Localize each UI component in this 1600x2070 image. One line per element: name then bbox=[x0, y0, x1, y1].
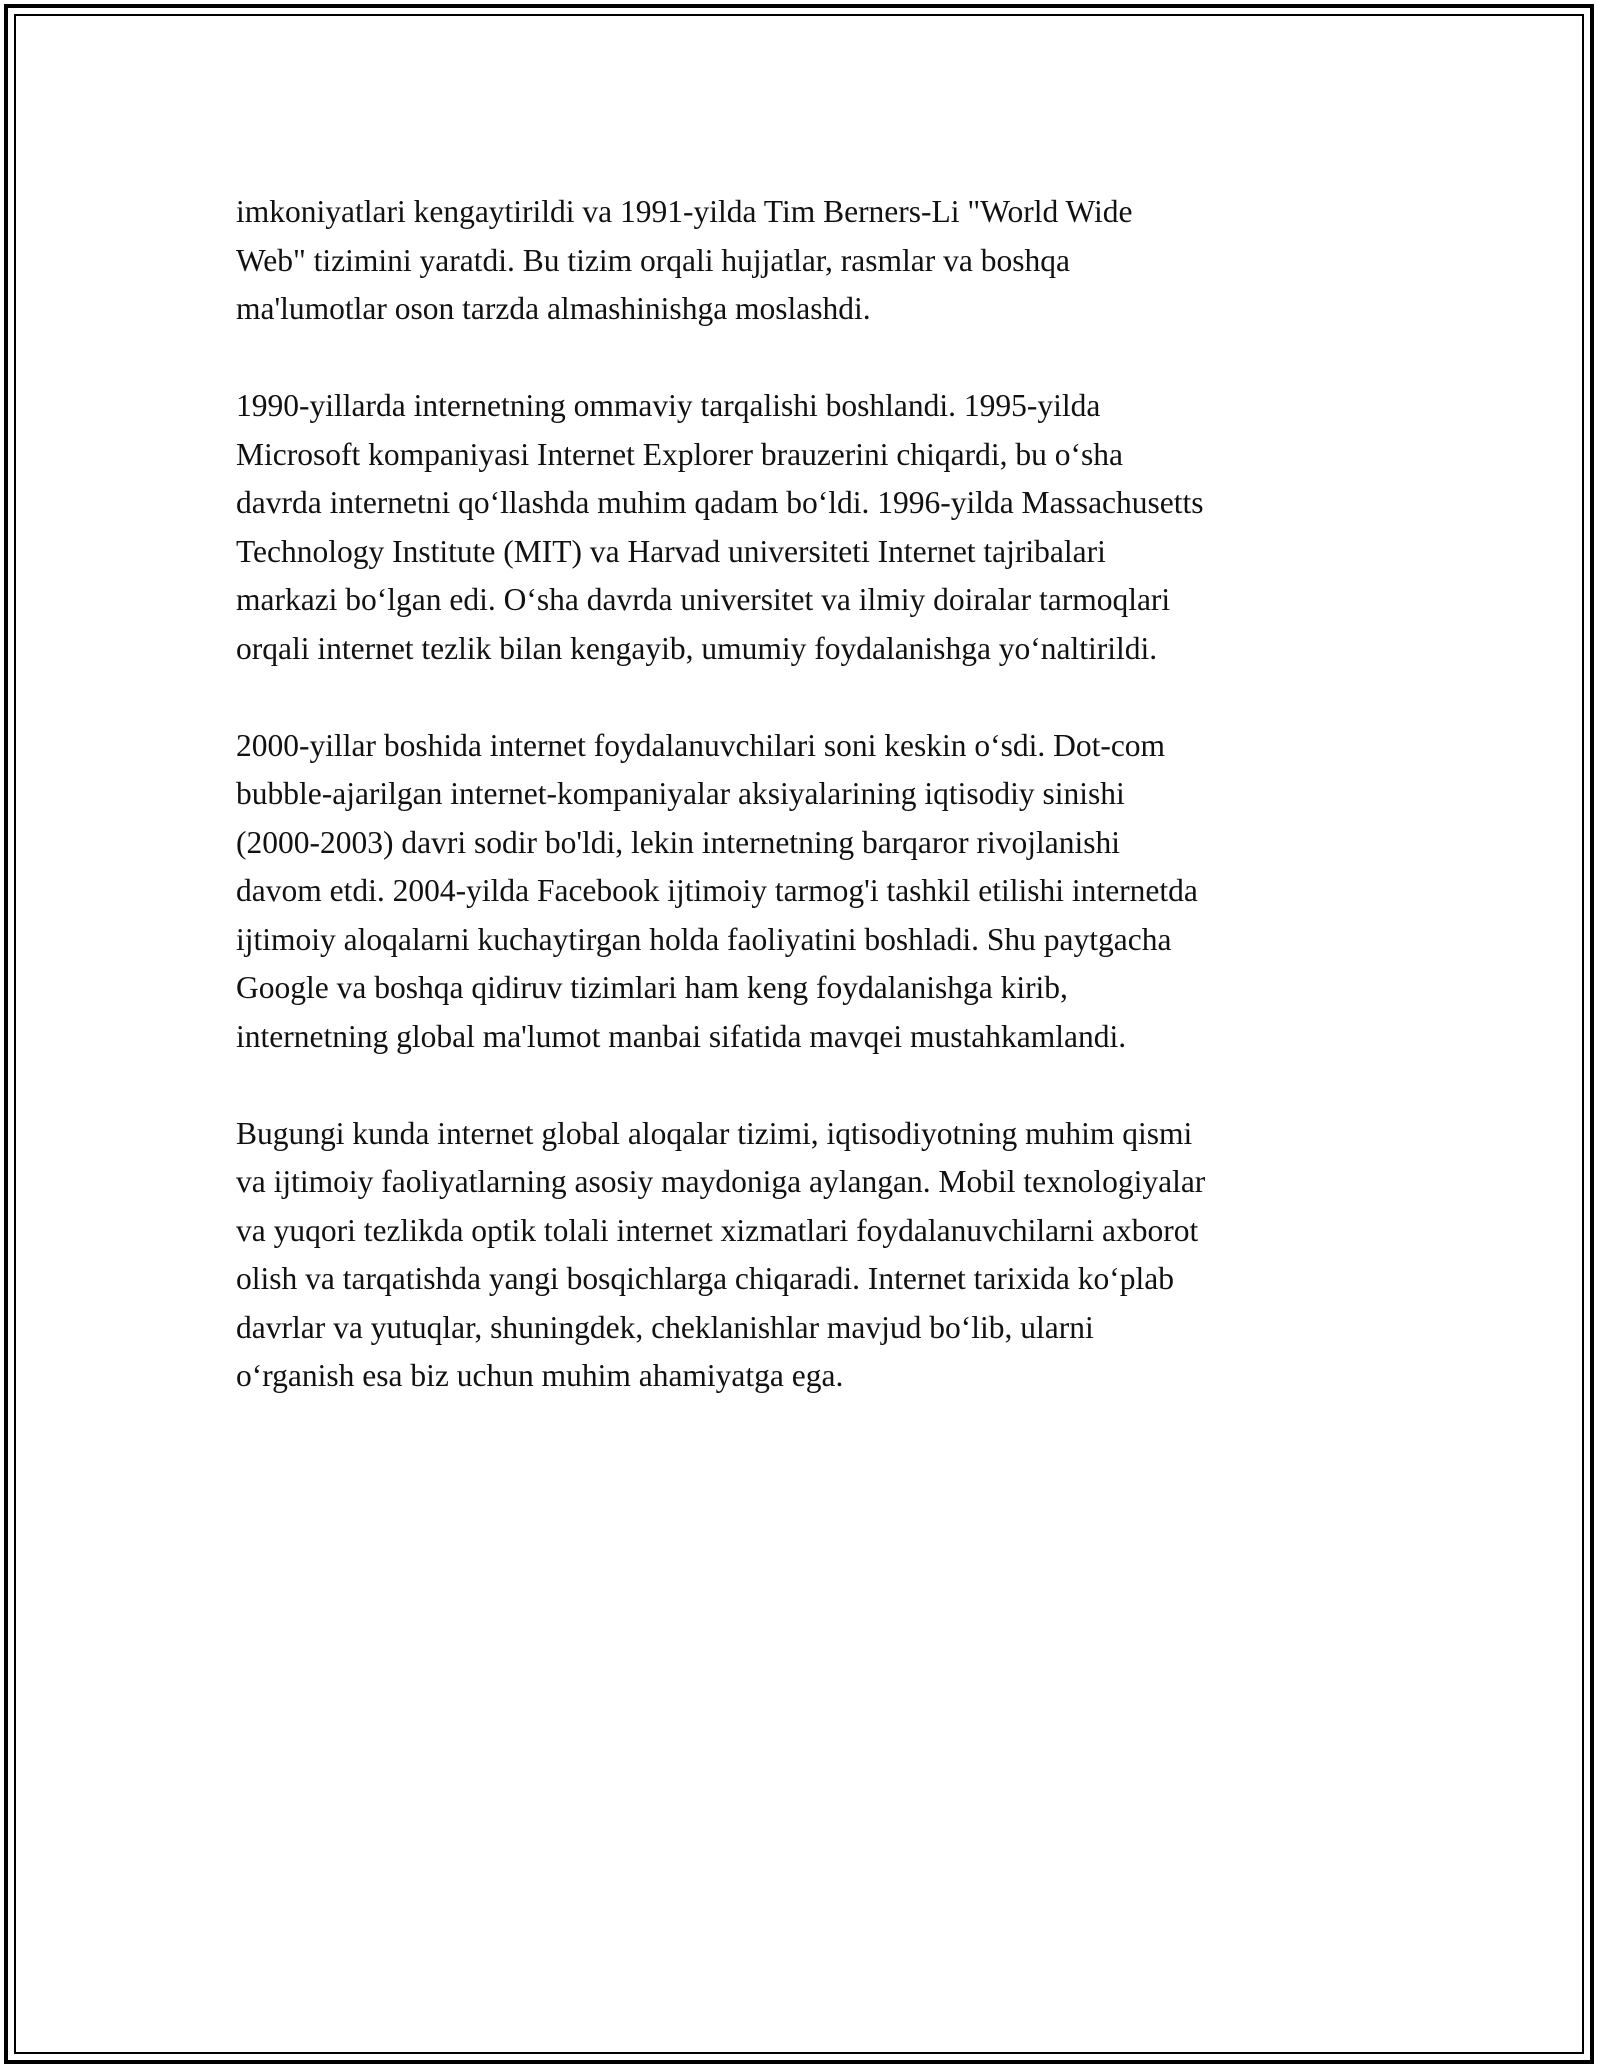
paragraph-2: 1990-yillarda internetning ommaviy tarqalishi boshlandi. 1995-yilda Microsoft kompaniyasi Internet Explorer brauzerini chiqardi, bu oʻsha davrda internetni qoʻllashda muhim qadam boʻldi. 1996-yilda Massachusetts Technology Institute (MIT) va Harvad universiteti Internet tajribalari markazi boʻlgan edi. Oʻsha davrda universitet va ilmiy doiralar tarmoqlari orqali internet tezlik bilan kengayib, umumiy foydalanishga yoʻnaltirildi. bbox=[236, 388, 1204, 666]
paragraph-1: imkoniyatlari kengaytirildi va 1991-yilda Tim Berners-Li "World Wide Web" tizimini yaratdi. Bu tizim orqali hujjatlar, rasmlar va boshqa ma'lumotlar oson tarzda almashinishga moslashdi. bbox=[236, 194, 1133, 326]
paragraph-3: 2000-yillar boshida internet foydalanuvchilari soni keskin oʻsdi. Dot-com bubble-ajarilgan internet-kompaniyalar aksiyalarining iqtisodiy sinishi (2000-2003) davri sodir bo'ldi, lekin internetning barqaror rivojlanishi davom etdi. 2004-yilda Facebook ijtimoiy tarmog'i tashkil etilishi internetda ijtimoiy aloqalarni kuchaytirgan holda faoliyatini boshladi. Shu paytgacha Google va boshqa qidiruv tizimlari ham keng foydalanishga kirib, internetning global ma'lumot manbai sifatida mavqei mustahkamlandi. bbox=[236, 727, 1198, 1054]
document-body bbox=[236, 188, 1376, 1449]
paragraph-4: Bugungi kunda internet global aloqalar tizimi, iqtisodiyotning muhim qismi va ijtimoiy faoliyatlarning asosiy maydoniga aylangan. Mobil texnologiyalar va yuqori tezlikda optik tolali internet xizmatlari foydalanuvchilarni axborot olish va tarqatishda yangi bosqichlarga chiqaradi. Internet tarixida koʻplab davrlar va yutuqlar, shuningdek, cheklanishlar mavjud boʻlib, ularni oʻrganish esa biz uchun muhim ahamiyatga ega. bbox=[236, 1115, 1206, 1393]
